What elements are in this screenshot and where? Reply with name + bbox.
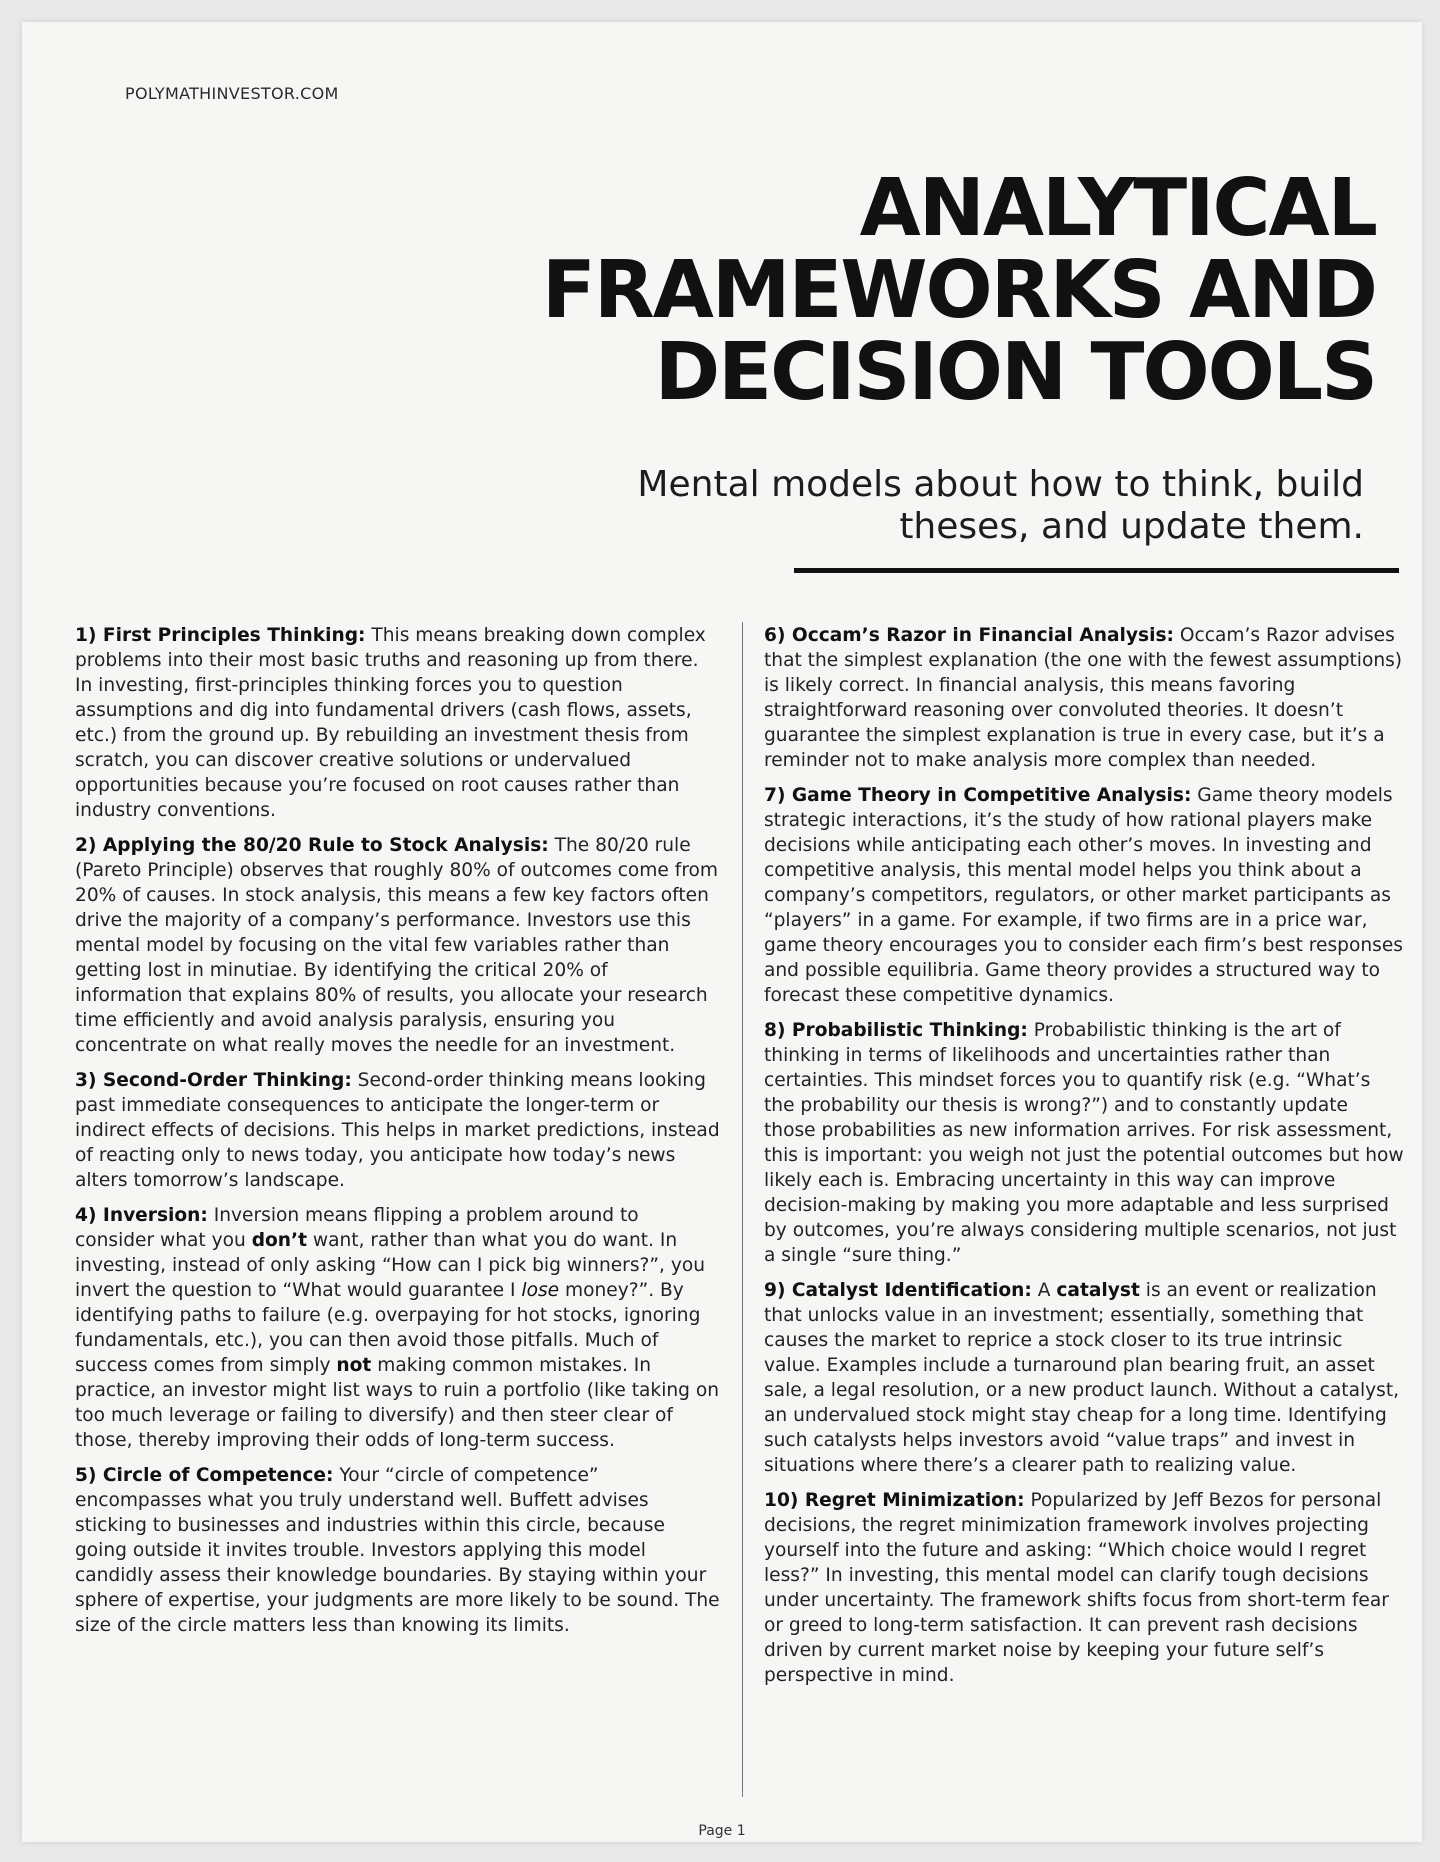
item-italic: lose (521, 1280, 560, 1301)
title-line: ANALYTICAL (859, 162, 1376, 254)
page-number: Page 1 (698, 1823, 746, 1839)
item-text: Popularized by Jeff Bezos for personal decisions, the regret minimization framework involves projecting yourself into the future and asking: “Which choice would I regret less?” In investing, this mental model can clarify tough decisions under uncertainty. The framework shifts focus from short-term fear or greed to long-term satisfaction. It can prevent rash decisions driven by current market noise by keeping your future self’s perspective in mind. (764, 1490, 1389, 1686)
page-title (541, 162, 1376, 418)
item-heading: 1) First Principles Thinking: (75, 625, 366, 646)
framework-inversion (75, 1203, 720, 1453)
framework-game-theory (764, 783, 1404, 1008)
item-text: A (1031, 1280, 1057, 1301)
framework-second-order (75, 1068, 720, 1193)
title-line: DECISION TOOLS (654, 326, 1376, 418)
item-text: Your “circle of competence” encompasses what you truly understand well. Buffett advises sticking to businesses and industries within this circle, because going outside it invites trouble. Investors applying this model candidly assess their knowledge boundaries. By staying within your sphere of expertise, your judgments are more likely to be sound. The size of the circle matters less than knowing its limits. (75, 1465, 720, 1636)
item-text: money?”. By identifying paths to failure (e.g. overpaying for hot stocks, ignoring fundamentals, etc.), you can then avoid those pitfalls. Much of success comes from simply (75, 1280, 701, 1376)
subtitle-line: theses, and update them. (899, 506, 1364, 547)
item-text: Probabilistic thinking is the art of thinking in terms of likelihoods and uncertainties rather than certainties. This mindset forces you to quantify risk (e.g. “What’s the probability our thesis is wrong?”) and to constantly update those probabilities as new information arrives. For risk assessment, this is important: you weigh not just the potential outcomes but how likely each is. Embracing uncertainty in this way can improve decision-making by making you more adaptable and less surprised by outcomes, you’re always considering multiple scenarios, not just a single “sure thing.” (764, 1020, 1404, 1266)
item-text: The 80/20 rule (Pareto Principle) observes that roughly 80% of outcomes come from 20% of causes. In stock analysis, this means a few key factors often drive the majority of a company’s performance. Investors use this mental model by focusing on the vital few variables rather than getting lost in minutiae. By identifying the critical 20% of information that explains 80% of results, you allocate your research time efficiently and avoid analysis paralysis, ensuring you concentrate on what really moves the needle for an investment. (75, 835, 719, 1056)
title-underline (794, 568, 1399, 573)
item-text: want, rather than what you do want. In investing, instead of only asking “How can I pick big winners?”, you invert the question to “What would guarantee I (75, 1230, 705, 1301)
item-text: This means breaking down complex problems into their most basic truths and reasoning up from there. In investing, first-principles thinking forces you to question assumptions and dig into fundamental drivers (cash flows, assets, etc.) from the ground up. By rebuilding an investment thesis from scratch, you can discover creative solutions or undervalued opportunities because you’re focused on root causes rather than industry conventions. (75, 625, 706, 821)
item-heading: 3) Second-Order Thinking: (75, 1070, 352, 1091)
framework-catalyst-identification (764, 1278, 1404, 1478)
item-text: Inversion means flipping a problem around to consider what you (75, 1205, 639, 1251)
title-line: FRAMEWORKS AND (541, 244, 1376, 336)
subtitle-line: Mental models about how to think, build (637, 464, 1364, 505)
framework-occams-razor (764, 623, 1404, 773)
item-heading: 2) Applying the 80/20 Rule to Stock Analysis: (75, 835, 549, 856)
right-column (764, 623, 1404, 1698)
left-column (75, 623, 720, 1648)
item-emphasis: catalyst (1056, 1280, 1140, 1301)
item-heading: 10) Regret Minimization: (764, 1490, 1025, 1511)
item-text: Occam’s Razor advises that the simplest explanation (the one with the fewest assumptions) is likely correct. In financial analysis, this means favoring straightforward reasoning over convoluted theories. It doesn’t guarantee the simplest explanation is true in every case, but it’s a reminder not to make analysis more complex than needed. (764, 625, 1403, 771)
item-text: making common mistakes. In practice, an investor might list ways to ruin a portfolio (like taking on too much leverage or failing to diversify) and then steer clear of those, thereby improving their odds of long-term success. (75, 1355, 720, 1451)
item-emphasis: not (336, 1355, 372, 1376)
item-heading: 4) Inversion: (75, 1205, 208, 1226)
framework-probabilistic-thinking (764, 1018, 1404, 1268)
framework-80-20-rule (75, 833, 720, 1058)
item-heading: 9) Catalyst Identification: (764, 1280, 1032, 1301)
column-divider (742, 622, 743, 1797)
site-url: POLYMATHINVESTOR.COM (125, 84, 339, 103)
item-text: Game theory models strategic interactions, it’s the study of how rational players make decisions while anticipating each other’s moves. In investing and competitive analysis, this mental model helps you think about a company’s competitors, regulators, or other market participants as “players” in a game. For example, if two firms are in a price war, game theory encourages you to consider each firm’s best responses and possible equilibria. Game theory provides a structured way to forecast these competitive dynamics. (764, 785, 1403, 1006)
item-text: Second-order thinking means looking past immediate consequences to anticipate the longer-term or indirect effects of decisions. This helps in market predictions, instead of reacting only to news today, you anticipate how today’s news alters tomorrow’s landscape. (75, 1070, 720, 1191)
item-heading: 8) Probabilistic Thinking: (764, 1020, 1028, 1041)
subtitle (464, 464, 1364, 548)
framework-first-principles (75, 623, 720, 823)
item-heading: 7) Game Theory in Competitive Analysis: (764, 785, 1192, 806)
framework-circle-of-competence (75, 1463, 720, 1638)
item-heading: 6) Occam’s Razor in Financial Analysis: (764, 625, 1174, 646)
item-emphasis: don’t (251, 1230, 307, 1251)
item-heading: 5) Circle of Competence: (75, 1465, 334, 1486)
document-page (22, 22, 1422, 1842)
item-text: is an event or realization that unlocks value in an investment; essentially, something that causes the market to reprice a stock closer to its true intrinsic value. Examples include a turnaround plan bearing fruit, an asset sale, a legal resolution, or a new product launch. Without a catalyst, an undervalued stock might stay cheap for a long time. Identifying such catalysts helps investors avoid “value traps” and invest in situations where there’s a clearer path to realizing value. (764, 1280, 1400, 1476)
framework-regret-minimization (764, 1488, 1404, 1688)
